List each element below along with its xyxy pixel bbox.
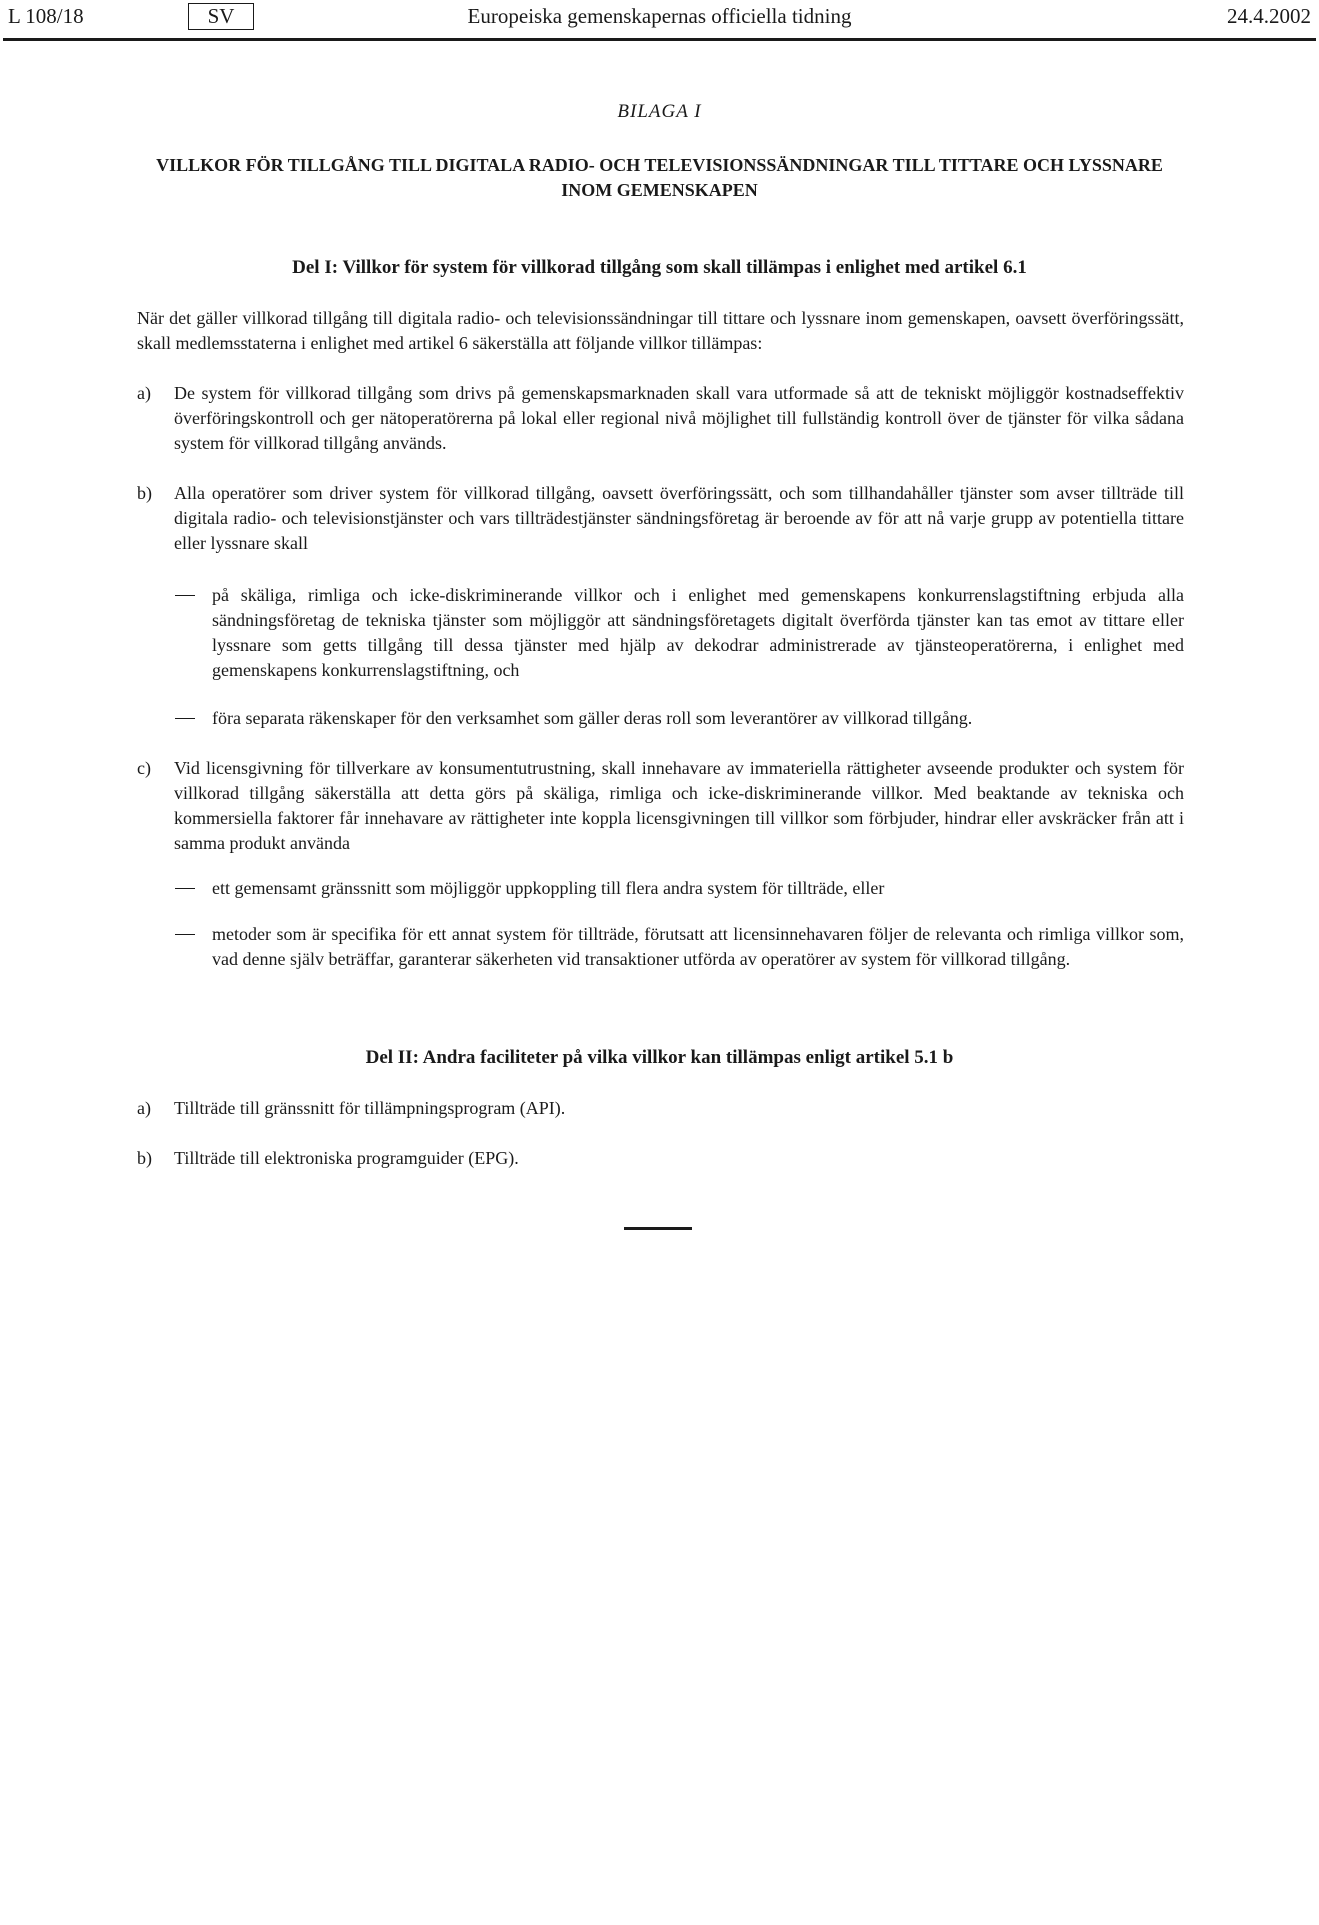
language-code-box: SV: [188, 3, 254, 30]
list-marker: b): [137, 483, 152, 503]
page-reference: L 108/18: [8, 4, 84, 28]
dash-item: [175, 876, 1184, 901]
dash-marker: [175, 934, 195, 935]
dash-marker: [175, 718, 195, 719]
part2-item-a: [137, 1096, 1184, 1121]
list-item-text: De system för villkorad tillgång som drivs på gemenskapsmarknaden skall vara utformade så att de tekniskt möjliggör kostnadseffektiv överföringskontroll och ger nätoperatörerna på lokal eller regional nivå möjlighet till fullständig kontroll över de tjänster för vilka sådana system för villkorad tillgång används.: [174, 383, 1184, 453]
dash-item: [175, 583, 1184, 683]
journal-title: Europeiska gemenskapernas officiella tidning: [467, 4, 852, 28]
page-header: [8, 2, 1311, 32]
list-item-c: [137, 756, 1184, 856]
dash-item: [175, 706, 1184, 731]
list-item-b: [137, 481, 1184, 556]
dash-item-text: föra separata räkenskaper för den verksamhet som gäller deras roll som leverantörer av villkorad tillgång.: [212, 708, 973, 728]
dash-item-text: på skäliga, rimliga och icke-diskriminerande villkor och i enlighet med gemenskapens konkurrenslagstiftning erbjuda alla sändningsföretag de tekniska tjänster som möjliggör att sändningsföretagets digitalt överförda tjänster kan tas emot av tittare eller lyssnare som getts tillgång till dessa tjänster med hjälp av dekodrar administrerade av tjänsteoperatörerna, i enlighet med gemenskapens konkurrenslagstiftning, och: [212, 585, 1184, 680]
annex-label: BILAGA I: [617, 101, 702, 122]
dash-marker: [175, 888, 195, 889]
dash-item: [175, 922, 1184, 972]
list-item-a: [137, 381, 1184, 456]
dash-item-text: metoder som är specifika för ett annat system för tillträde, förutsatt att licensinnehavaren följer de relevanta och rimliga villkor som, vad denne själv beträffar, garanterar säkerheten vid transaktioner utförda av operatörer av system för villkorad tillgång.: [212, 924, 1184, 969]
list-marker: c): [137, 758, 151, 778]
list-marker: b): [137, 1148, 152, 1168]
list-marker: a): [137, 1098, 151, 1118]
publication-date: 24.4.2002: [1227, 4, 1311, 28]
list-marker: a): [137, 383, 151, 403]
part2-item-b: [137, 1146, 1184, 1171]
list-item-text: Tillträde till gränssnitt för tillämpningsprogram (API).: [174, 1098, 566, 1118]
main-title: VILLKOR FÖR TILLGÅNG TILL DIGITALA RADIO- OCH TELEVISIONSSÄNDNINGAR TILL TITTARE OCH LYSSNARE INOM GEMENSKAPEN: [156, 155, 1163, 200]
list-item-text: Alla operatörer som driver system för villkorad tillgång, oavsett överföringssätt, och som tillhandahåller tjänster som avser tillträde till digitala radio- och televisionstjänster och vars tillträdestjänster sändningsföretag är beroende av för att nå varje grupp av potentiella tittare eller lyssnare skall: [174, 483, 1184, 553]
part1-heading: Del I: Villkor för system för villkorad tillgång som skall tillämpas i enlighet med artikel 6.1: [292, 257, 1027, 278]
list-item-text: Vid licensgivning för tillverkare av konsumentutrustning, skall innehavare av immateriella rättigheter avseende produkter och system för villkorad tillgång säkerställa att detta görs på skäliga, rimliga och icke-diskriminerande villkor. Med beaktande av tekniska och kommersiella faktorer får innehavare av rättigheter inte koppla licensgivningen till villkor som förbjuder, hindrar eller avskräcker från att i samma produkt använda: [174, 758, 1184, 853]
dash-marker: [175, 595, 195, 596]
list-item-text: Tillträde till elektroniska programguider (EPG).: [174, 1148, 519, 1168]
dash-item-text: ett gemensamt gränssnitt som möjliggör uppkoppling till flera andra system för tillträde, eller: [212, 878, 885, 898]
header-rule: [3, 38, 1316, 41]
part2-heading: Del II: Andra faciliteter på vilka villkor kan tillämpas enligt artikel 5.1 b: [365, 1047, 954, 1068]
part1-intro: När det gäller villkorad tillgång till digitala radio- och televisionssändningar till tittare och lyssnare inom gemenskapen, oavsett överföringssätt, skall medlemsstaterna i enlighet med artikel 6 säkerställa att följande villkor tillämpas:: [137, 308, 1184, 353]
end-rule: [624, 1227, 692, 1230]
